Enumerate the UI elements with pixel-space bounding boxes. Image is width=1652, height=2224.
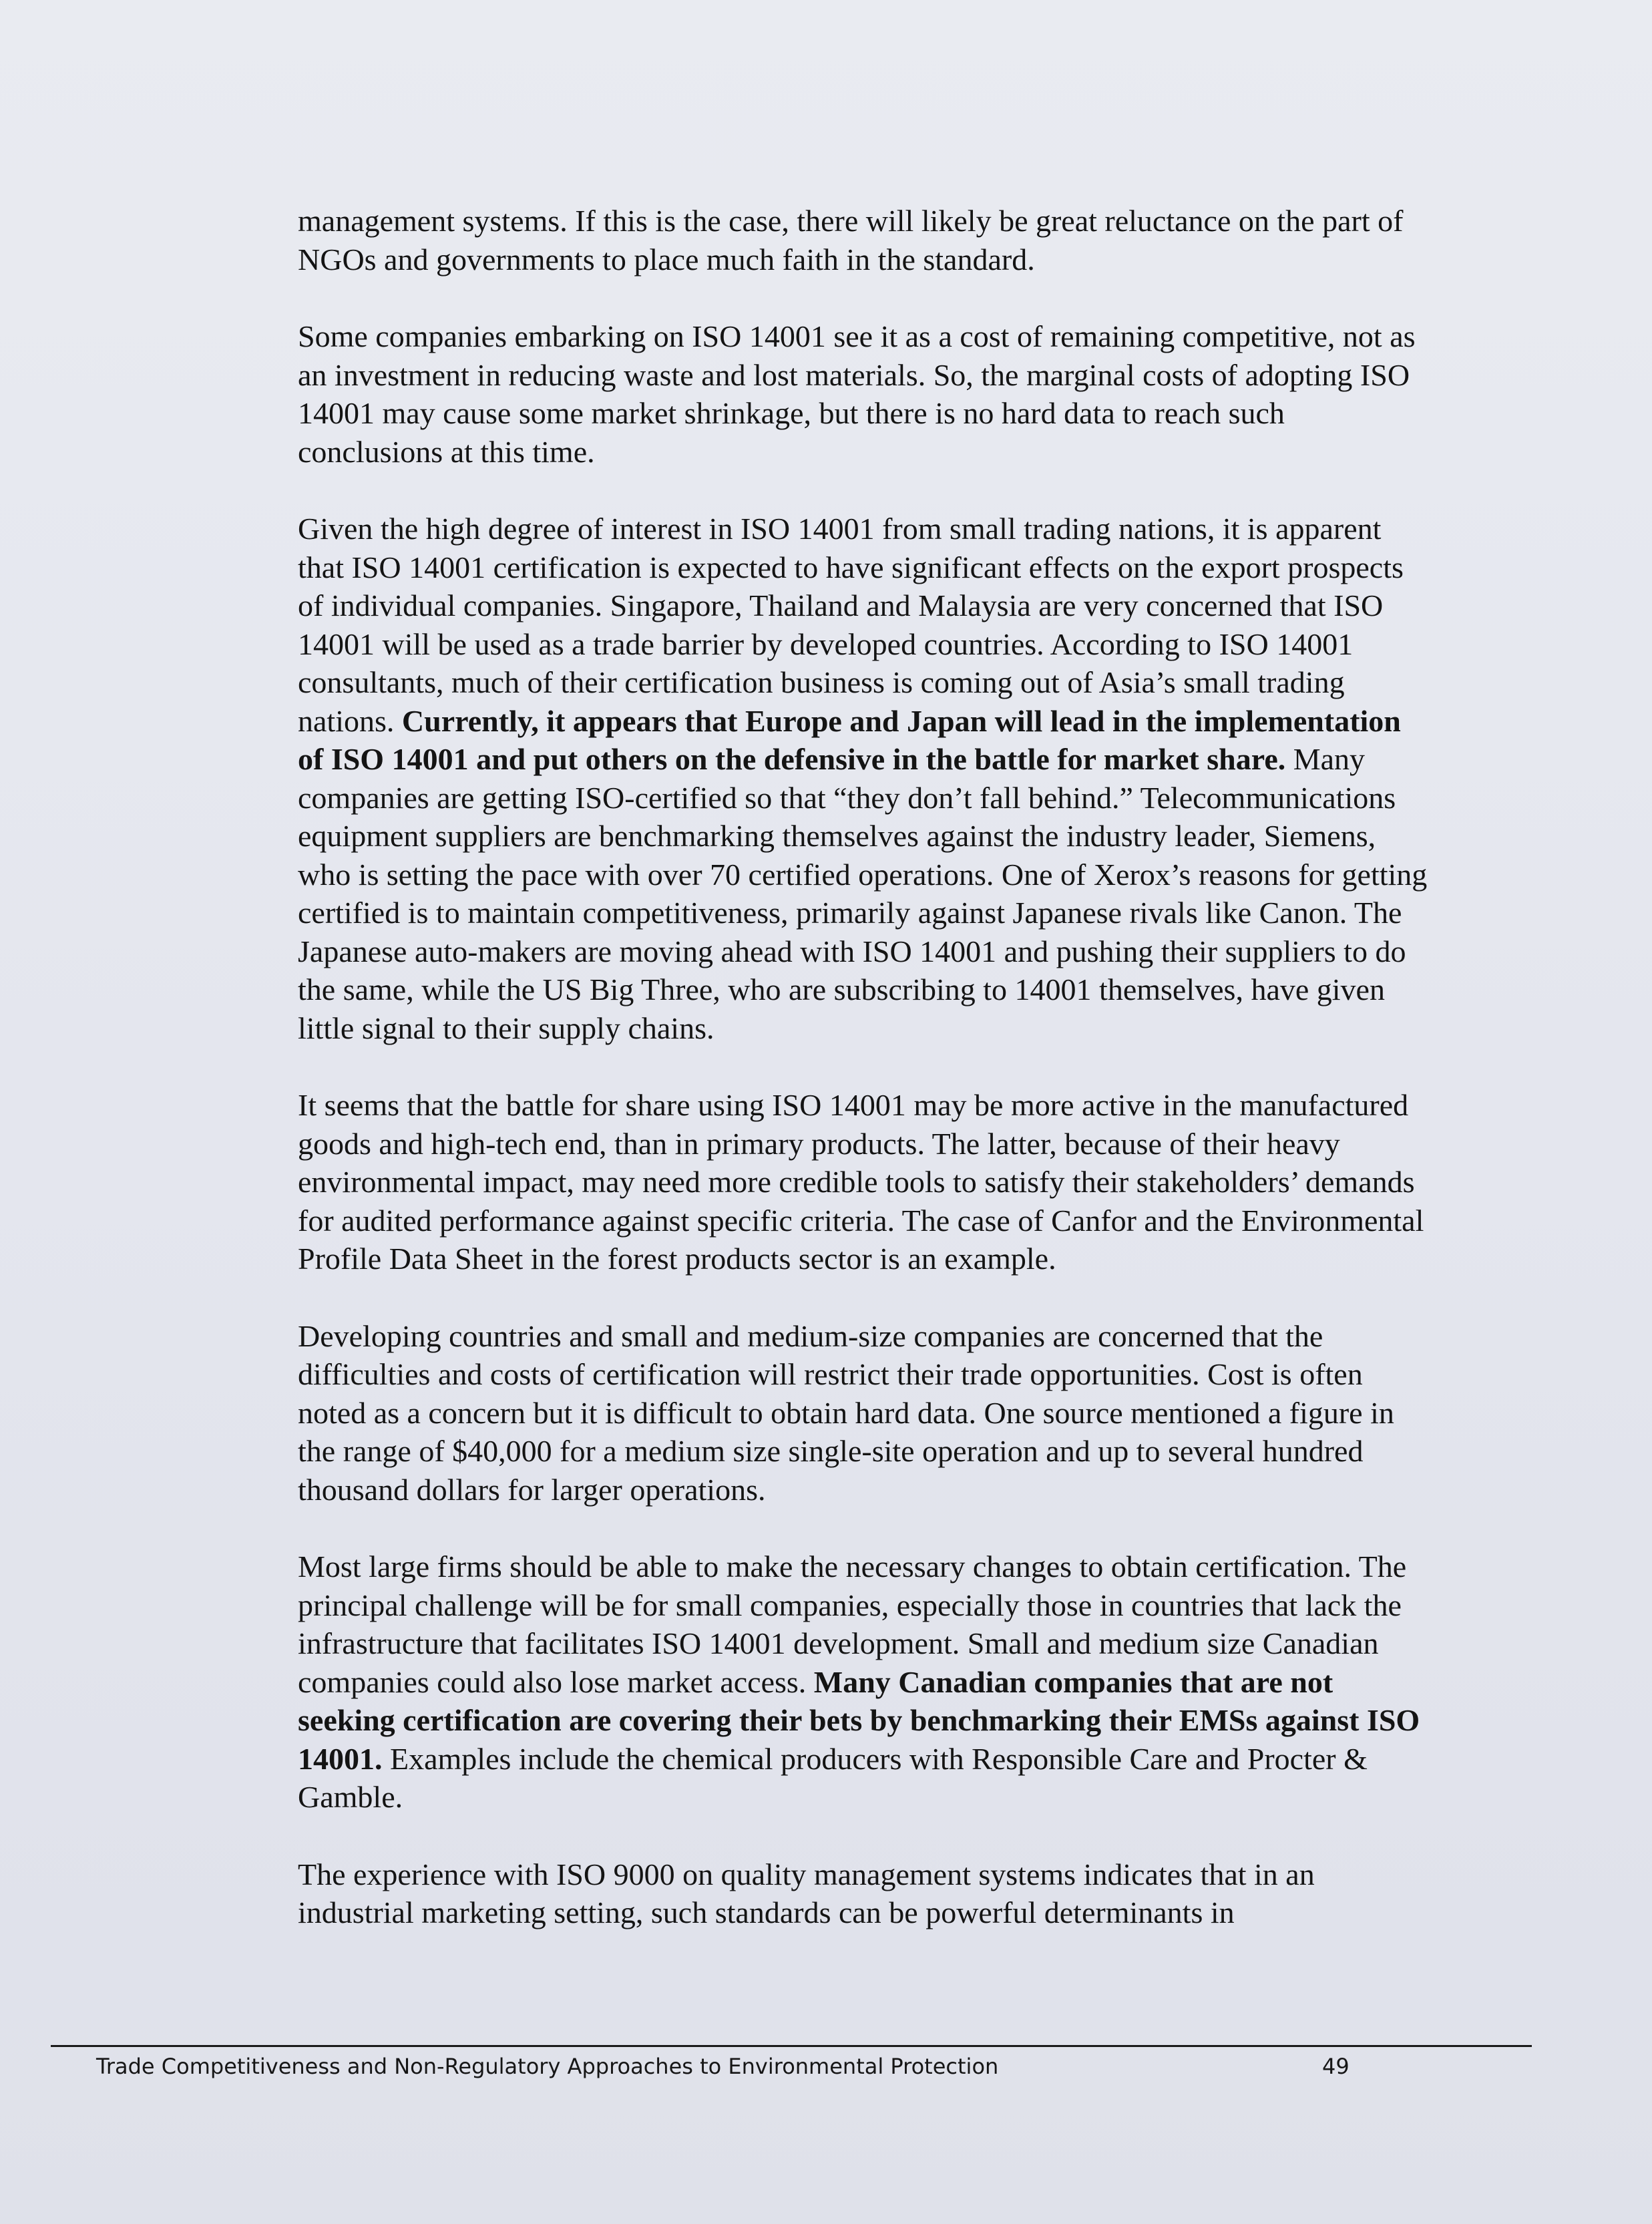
- body-text: [298, 202, 1433, 1971]
- text-run: management systems. If this is the case, there will likely be great reluctance on the part of NGOs and governments to place much faith in the standard.: [298, 204, 1404, 276]
- text-run: Many companies are getting ISO-certified so that “they don’t fall behind.” Telecommunications equipment suppliers are benchmarking themselves against the industry leader, Siemens, who is setting the pace with over 70 certified operations. One of Xerox’s reasons for getting certified is to maintain competitiveness, primarily against Japanese rivals like Canon. The Japanese auto-makers are moving ahead with ISO 14001 and pushing their suppliers to do the same, while the US Big Three, who are subscribing to 14001 themselves, have given little signal to their supply chains.: [298, 742, 1428, 1045]
- footer-title: Trade Competitiveness and Non-Regulatory Approaches to Environmental Protection: [96, 2054, 999, 2079]
- bold-text-run: Currently, it appears that Europe and Japan will lead in the implementation of ISO 14001 and put others on the defensive in the battle for market share.: [298, 703, 1401, 776]
- paragraph: [298, 1317, 1433, 1509]
- text-run: The experience with ISO 9000 on quality management systems indicates that in an industrial marketing setting, such standards can be powerful determinants in: [298, 1857, 1315, 1929]
- text-run: Given the high degree of interest in ISO 14001 from small trading nations, it is apparent that ISO 14001 certification is expected to have significant effects on the export prospects of individual companies. Singapore, Thailand and Malaysia are very concerned that ISO 14001 will be used as a trade barrier by developed countries. According to ISO 14001 consultants, much of their certification business is coming out of Asia’s small trading nations.: [298, 512, 1404, 738]
- paragraph: [298, 317, 1433, 471]
- text-run: Examples include the chemical producers with Responsible Care and Procter & Gamble.: [298, 1741, 1368, 1814]
- footer-divider: [51, 2045, 1532, 2047]
- paragraph: [298, 1086, 1433, 1278]
- paragraph: [298, 1547, 1433, 1817]
- text-run: Developing countries and small and medium-size companies are concerned that the difficulties and costs of certification will restrict their trade opportunities. Cost is often noted as a concern but it is difficult to obtain hard data. One source mentioned a figure in the range of $40,000 for a medium size single-site operation and up to several hundred thousand dollars for larger operations.: [298, 1318, 1394, 1507]
- text-run: Most large firms should be able to make the necessary changes to obtain certification. The principal challenge will be for small companies, especially those in countries that lack the infrastructure that facilitates ISO 14001 development. Small and medium size Canadian companies could also lose market access.: [298, 1549, 1407, 1699]
- paragraph: [298, 510, 1433, 1047]
- paragraph: [298, 202, 1433, 279]
- page-number: 49: [1322, 2054, 1350, 2079]
- text-run: Some companies embarking on ISO 14001 see it as a cost of remaining competitive, not as an investment in reducing waste and lost materials. So, the marginal costs of adopting ISO 14001 may cause some market shrinkage, but there is no hard data to reach such conclusions at this time.: [298, 319, 1416, 469]
- text-run: It seems that the battle for share using ISO 14001 may be more active in the manufactured goods and high-tech end, than in primary products. The latter, because of their heavy environmental impact, may need more credible tools to satisfy their stakeholders’ demands for audited performance against specific criteria. The case of Canfor and the Environmental Profile Data Sheet in the forest products sector is an example.: [298, 1088, 1424, 1276]
- paragraph: [298, 1855, 1433, 1932]
- bold-text-run: Many Canadian companies that are not seeking certification are covering their bets by benchmarking their EMSs against ISO 14001.: [298, 1664, 1420, 1776]
